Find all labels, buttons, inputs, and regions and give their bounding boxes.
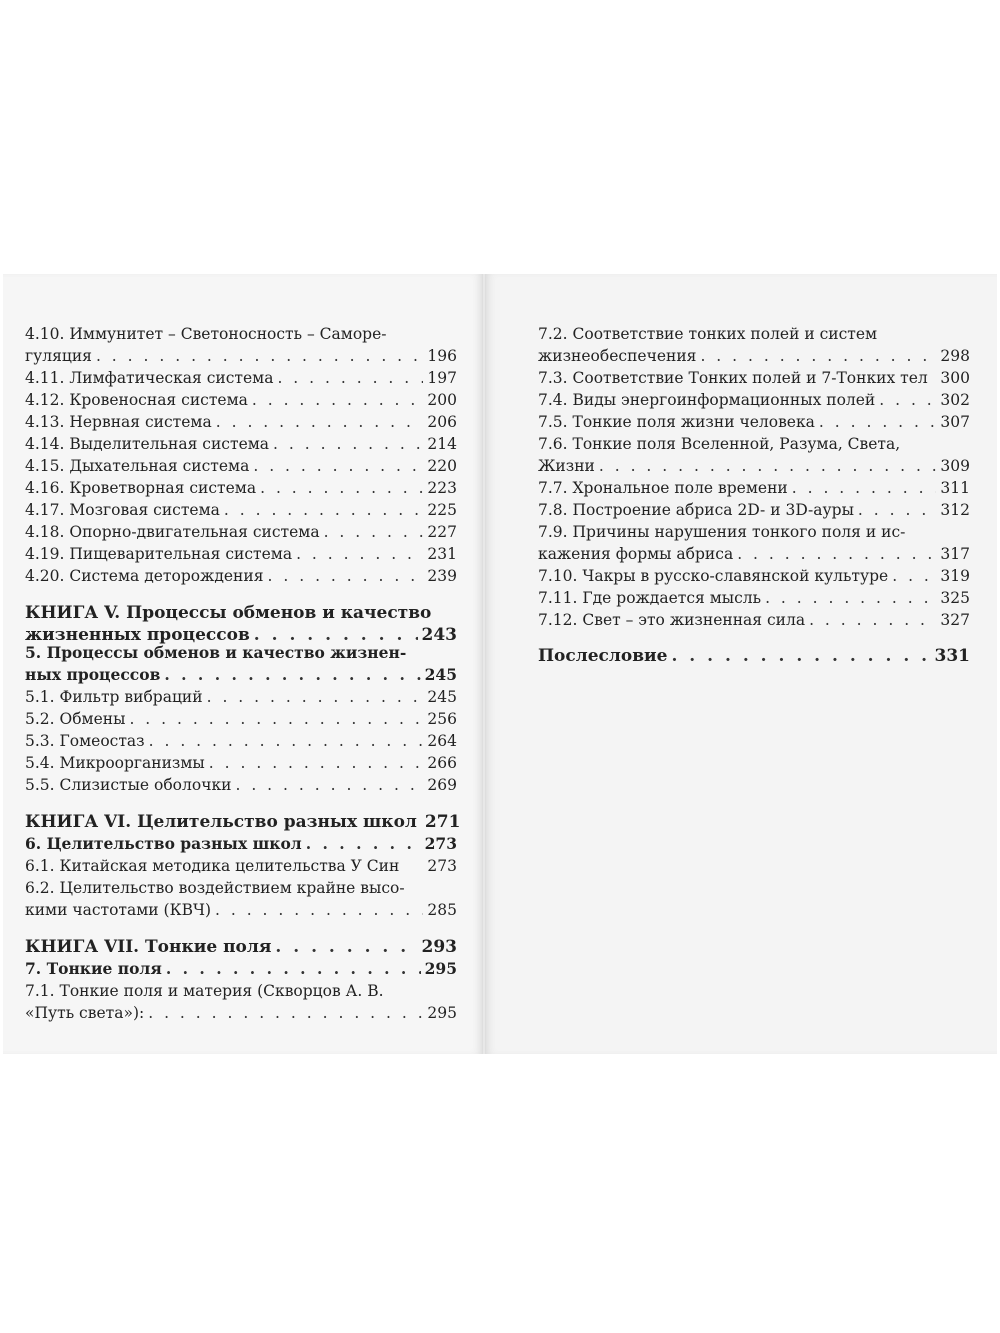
toc-entry-title: 7.2. Соответствие тонких полей и систем — [538, 325, 878, 343]
left-page — [3, 274, 482, 1054]
toc-entry-title: 7.9. Причины нарушения тонкого поля и ис- — [538, 523, 906, 541]
toc-page-number: 295 — [427, 1004, 457, 1022]
toc-page-number: 309 — [940, 457, 970, 475]
dot-leader — [737, 543, 936, 565]
toc-entry-title: КНИГА V. Процессы обменов и качество — [25, 603, 432, 623]
toc-entry — [25, 811, 461, 833]
toc-entry-title: 6. Целительство разных школ — [25, 834, 302, 853]
dot-leader — [235, 774, 423, 796]
toc-page-number: 196 — [427, 347, 457, 365]
toc-entry-title: 7.3. Соответствие Тонких полей и 7-Тонких тел — [538, 369, 928, 387]
dot-leader — [765, 587, 936, 609]
toc-entry-title: КНИГА VI. Целительство разных школ — [25, 812, 417, 832]
toc-entry — [25, 543, 457, 565]
toc-entry-title: 4.19. Пищеварительная система — [25, 545, 293, 563]
dot-leader — [879, 389, 936, 411]
toc-entry-title: ных процессов — [25, 665, 161, 684]
toc-page-number: 293 — [421, 937, 457, 957]
toc-entry-title: 4.14. Выделительная система — [25, 435, 270, 453]
toc-entry-title: 5.2. Обмены — [25, 710, 126, 728]
toc-entry — [538, 411, 970, 433]
toc-page-number: 295 — [424, 959, 457, 978]
toc-entry-title: 5.5. Слизистые оболочки — [25, 776, 232, 794]
toc-entry — [25, 833, 457, 855]
toc-entry-title: 7.8. Построение абриса 2D- и 3D-ауры — [538, 501, 854, 519]
toc-page-number: 227 — [427, 523, 457, 541]
toc-page-number: 285 — [427, 901, 457, 919]
toc-entry — [25, 411, 457, 433]
toc-entry-title: 4.16. Кроветворная система — [25, 479, 257, 497]
toc-entry — [25, 389, 457, 411]
dot-leader — [892, 565, 936, 587]
toc-entry-title: 4.10. Иммунитет – Светоносность – Саморе- — [25, 325, 387, 343]
toc-page-number: 273 — [427, 857, 457, 875]
toc-entry — [25, 565, 457, 587]
toc-entry — [25, 752, 457, 774]
dot-leader — [858, 499, 937, 521]
toc-page-number: 311 — [940, 479, 970, 497]
toc-entry-title: 6.2. Целительство воздействием крайне высо- — [25, 879, 405, 897]
toc-entry-title: 7.1. Тонкие поля и материя (Скворцов А. В. — [25, 982, 384, 1000]
toc-entry-title: 5.1. Фильтр вибраций — [25, 688, 203, 706]
dot-leader — [599, 455, 937, 477]
toc-page-number: 223 — [427, 479, 457, 497]
dot-leader — [207, 686, 424, 708]
dot-leader — [149, 730, 424, 752]
toc-entry-title: 7.6. Тонкие поля Вселенной, Разума, Света, — [538, 435, 901, 453]
toc-page-number: 197 — [427, 369, 457, 387]
toc-entry — [538, 609, 970, 631]
toc-entry-title: «Путь света»): — [25, 1004, 145, 1022]
toc-page-number: 200 — [427, 391, 457, 409]
dot-leader — [166, 958, 421, 980]
toc-entry-title: жизнеобеспечения — [538, 347, 697, 365]
toc-entry — [538, 587, 970, 609]
toc-entry-title: 4.11. Лимфатическая система — [25, 369, 274, 387]
toc-entry — [25, 686, 457, 708]
dot-leader — [129, 708, 423, 730]
toc-entry — [538, 543, 970, 565]
toc-entry-title: 4.18. Опорно-двигательная система — [25, 523, 320, 541]
dot-leader — [809, 609, 936, 631]
toc-page-number: 269 — [427, 776, 457, 794]
toc-entry-title: 4.15. Дыхательная система — [25, 457, 250, 475]
dot-leader — [306, 833, 421, 855]
dot-leader — [224, 499, 424, 521]
toc-page-number: 245 — [424, 665, 457, 684]
toc-entry-title: 5. Процессы обменов и качество жизнен- — [25, 643, 407, 662]
toc-entry — [538, 477, 970, 499]
toc-entry — [25, 855, 457, 877]
toc-entry — [25, 642, 457, 664]
toc-entry — [538, 433, 970, 455]
toc-entry-title: 7.10. Чакры в русско-славянской культуре — [538, 567, 889, 585]
toc-entry-title: 4.13. Нервная система — [25, 413, 212, 431]
toc-entry-title: 5.3. Гомеостаз — [25, 732, 145, 750]
toc-entry — [538, 645, 970, 667]
toc-entry-title: 7.12. Свет – это жизненная сила — [538, 611, 806, 629]
toc-page-number: 231 — [427, 545, 457, 563]
toc-entry-title: 7.4. Виды энергоинформационных полей — [538, 391, 876, 409]
toc-page-number: 266 — [427, 754, 457, 772]
toc-entry-title: 5.4. Микроорганизмы — [25, 754, 205, 772]
toc-page-number: 273 — [424, 834, 457, 853]
toc-page-number: 327 — [940, 611, 970, 629]
toc-entry — [538, 345, 970, 367]
dot-leader — [296, 543, 423, 565]
toc-entry-title: гуляция — [25, 347, 92, 365]
dot-leader — [275, 936, 417, 958]
toc-entry — [538, 521, 970, 543]
toc-page-number: 319 — [940, 567, 970, 585]
toc-entry-title: 7.11. Где рождается мысль — [538, 589, 762, 607]
toc-page-number: 220 — [427, 457, 457, 475]
toc-page-number: 298 — [940, 347, 970, 365]
toc-page-number: 245 — [427, 688, 457, 706]
toc-entry-title: кими частотами (КВЧ) — [25, 901, 211, 919]
toc-entry-title: жизненных процессов — [25, 625, 250, 645]
dot-leader — [215, 899, 423, 921]
toc-page-number: 225 — [427, 501, 457, 519]
toc-page-number: 300 — [940, 369, 970, 387]
toc-entry — [25, 774, 457, 796]
toc-entry — [25, 958, 457, 980]
toc-entry-title: Жизни — [538, 457, 595, 475]
toc-entry — [538, 455, 970, 477]
toc-entry — [538, 499, 970, 521]
right-page — [486, 274, 997, 1054]
toc-entry — [538, 565, 970, 587]
toc-entry — [25, 664, 457, 686]
toc-entry — [25, 521, 457, 543]
dot-leader — [268, 565, 424, 587]
toc-entry — [25, 323, 457, 345]
dot-leader — [792, 477, 937, 499]
toc-entry — [25, 602, 457, 624]
dot-leader — [209, 752, 424, 774]
toc-entry — [25, 499, 457, 521]
toc-entry — [538, 389, 970, 411]
toc-entry-title: Послесловие — [538, 646, 668, 666]
toc-entry — [25, 980, 457, 1002]
toc-entry — [25, 433, 457, 455]
toc-page-number: 271 — [424, 812, 461, 832]
toc-entry — [538, 367, 970, 389]
toc-entry-title: 7.5. Тонкие поля жизни человека — [538, 413, 815, 431]
dot-leader — [216, 411, 424, 433]
toc-page-number: 317 — [940, 545, 970, 563]
dot-leader — [671, 645, 930, 667]
toc-entry — [25, 730, 457, 752]
toc-page-number: 307 — [940, 413, 970, 431]
toc-entry — [25, 877, 457, 899]
dot-leader — [324, 521, 424, 543]
toc-entry-title: КНИГА VII. Тонкие поля — [25, 937, 272, 957]
toc-entry-title: 6.1. Китайская методика целительства У Син — [25, 857, 400, 875]
dot-leader — [819, 411, 937, 433]
dot-leader — [700, 345, 936, 367]
dot-leader — [277, 367, 423, 389]
toc-entry — [25, 936, 457, 958]
toc-entry-title: 7. Тонкие поля — [25, 959, 162, 978]
toc-entry-title: 7.7. Хрональное поле времени — [538, 479, 788, 497]
toc-entry-title: кажения формы абриса — [538, 545, 734, 563]
toc-page-number: 256 — [427, 710, 457, 728]
toc-entry — [25, 455, 457, 477]
toc-page-number: 264 — [427, 732, 457, 750]
toc-entry — [25, 899, 457, 921]
dot-leader — [164, 664, 420, 686]
toc-entry — [25, 1002, 457, 1024]
toc-entry-title: 4.17. Мозговая система — [25, 501, 220, 519]
toc-entry — [538, 323, 970, 345]
toc-entry-title: 4.20. Система деторождения — [25, 567, 264, 585]
toc-page-number: 214 — [427, 435, 457, 453]
toc-page-number: 243 — [421, 625, 457, 645]
toc-page-number: 325 — [940, 589, 970, 607]
dot-leader — [96, 345, 423, 367]
dot-leader — [260, 477, 423, 499]
toc-entry — [25, 367, 457, 389]
dot-leader — [252, 389, 424, 411]
toc-page-number: 206 — [427, 413, 457, 431]
dot-leader — [148, 1002, 423, 1024]
toc-entry — [25, 708, 457, 730]
toc-entry-title: 4.12. Кровеносная система — [25, 391, 248, 409]
toc-page-number: 302 — [940, 391, 970, 409]
toc-page-number: 331 — [934, 646, 970, 666]
dot-leader — [273, 433, 423, 455]
dot-leader — [253, 455, 423, 477]
toc-entry — [25, 477, 457, 499]
toc-entry — [25, 345, 457, 367]
toc-page-number: 239 — [427, 567, 457, 585]
toc-page-number: 312 — [940, 501, 970, 519]
